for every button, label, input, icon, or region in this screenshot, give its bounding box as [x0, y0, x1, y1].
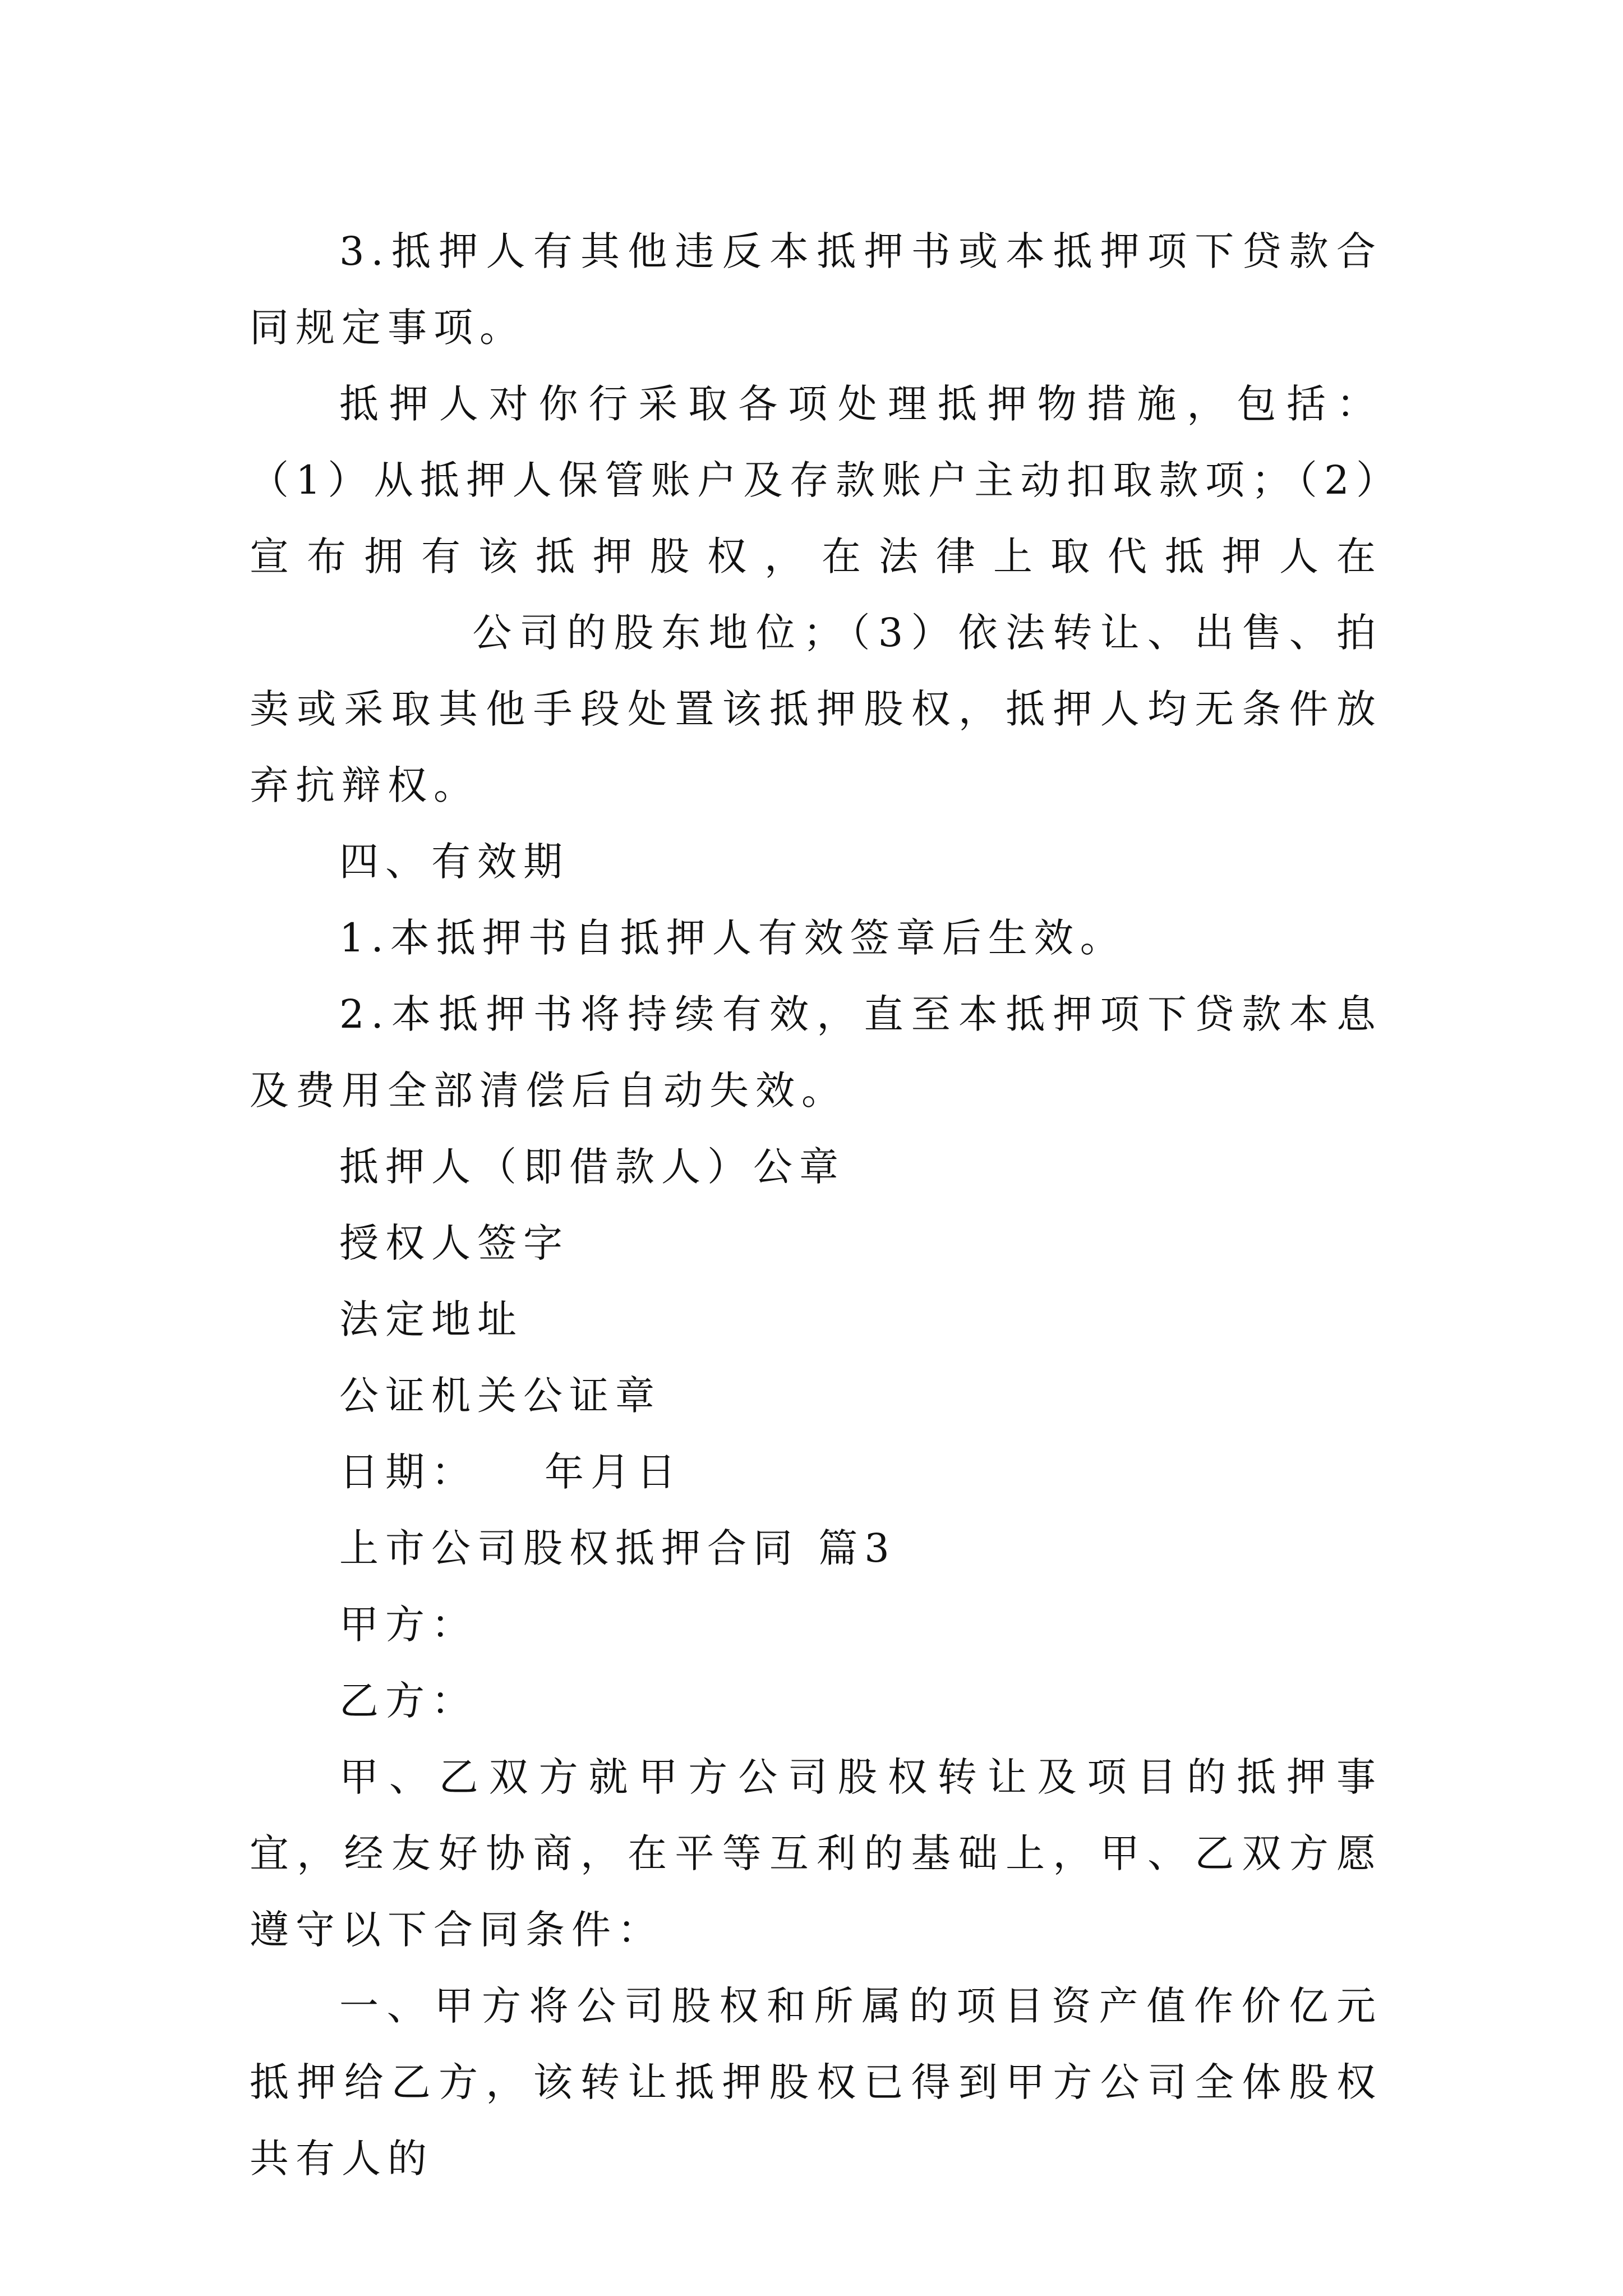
section-heading-validity: [250, 823, 1382, 900]
party-b-label: 乙方：: [339, 1678, 477, 1724]
validity-clause-1-text: 1.本抵押书自抵押人有效签章后生效。: [339, 915, 1126, 961]
authorized-signature-text: 授权人签字: [339, 1220, 569, 1266]
legal-address-text: 法定地址: [339, 1296, 523, 1342]
clause-3-text: 3.抵押人有其他违反本抵押书或本抵押项下贷款合同规定事项。: [250, 228, 1382, 351]
date-label: 日期：: [339, 1449, 477, 1495]
date-value: 年月日: [545, 1449, 683, 1495]
authorized-signature-line: [250, 1205, 1382, 1281]
validity-clause-2: [250, 976, 1382, 1129]
notary-seal-text: 公证机关公证章: [339, 1373, 661, 1419]
mortgagor-seal-text: 抵押人（即借款人）公章: [339, 1144, 845, 1190]
party-b-line: [250, 1663, 1382, 1739]
article-1-text: 一、甲方将公司股权和所属的项目资产值作价亿元抵押给乙方，该转让抵押股权已得到甲方公司全体股权共有人的: [250, 1983, 1382, 2182]
disposal-measures-text-part1: 抵押人对你行采取各项处理抵押物措施，包括：（1）从抵押人保管账户及存款账户主动扣取款项；（2）宣布拥有该抵押股权，在法律上取代抵押人在: [250, 381, 1382, 579]
disposal-measures-paragraph: [250, 366, 1382, 823]
date-line: [250, 1434, 1382, 1510]
party-a-label: 甲方：: [339, 1602, 477, 1648]
disposal-measures-text-part2: 公司的股东地位；（3）依法转让、出售、拍卖或采取其他手段处置该抵押股权，抵押人均无条件放弃抗辩权。: [250, 610, 1382, 808]
contract-title-text: 上市公司股权抵押合同 篇3: [339, 1525, 896, 1571]
preamble-paragraph: [250, 1739, 1382, 1968]
notary-seal-line: [250, 1358, 1382, 1434]
validity-clause-1: [250, 900, 1382, 976]
party-a-line: [250, 1586, 1382, 1663]
mortgagor-seal-line: [250, 1129, 1382, 1205]
section-heading-validity-text: 四、有效期: [339, 839, 569, 885]
article-1-paragraph: [250, 1968, 1382, 2197]
preamble-text: 甲、乙双方就甲方公司股权转让及项目的抵押事宜，经友好协商，在平等互利的基础上，甲、乙双方愿遵守以下合同条件：: [250, 1754, 1382, 1953]
validity-clause-2-text: 2.本抵押书将持续有效，直至本抵押项下贷款本息及费用全部清偿后自动失效。: [250, 991, 1382, 1114]
legal-address-line: [250, 1281, 1382, 1358]
document-body: [250, 213, 1382, 2197]
contract-title: [250, 1510, 1382, 1586]
clause-3-paragraph: [250, 213, 1382, 366]
